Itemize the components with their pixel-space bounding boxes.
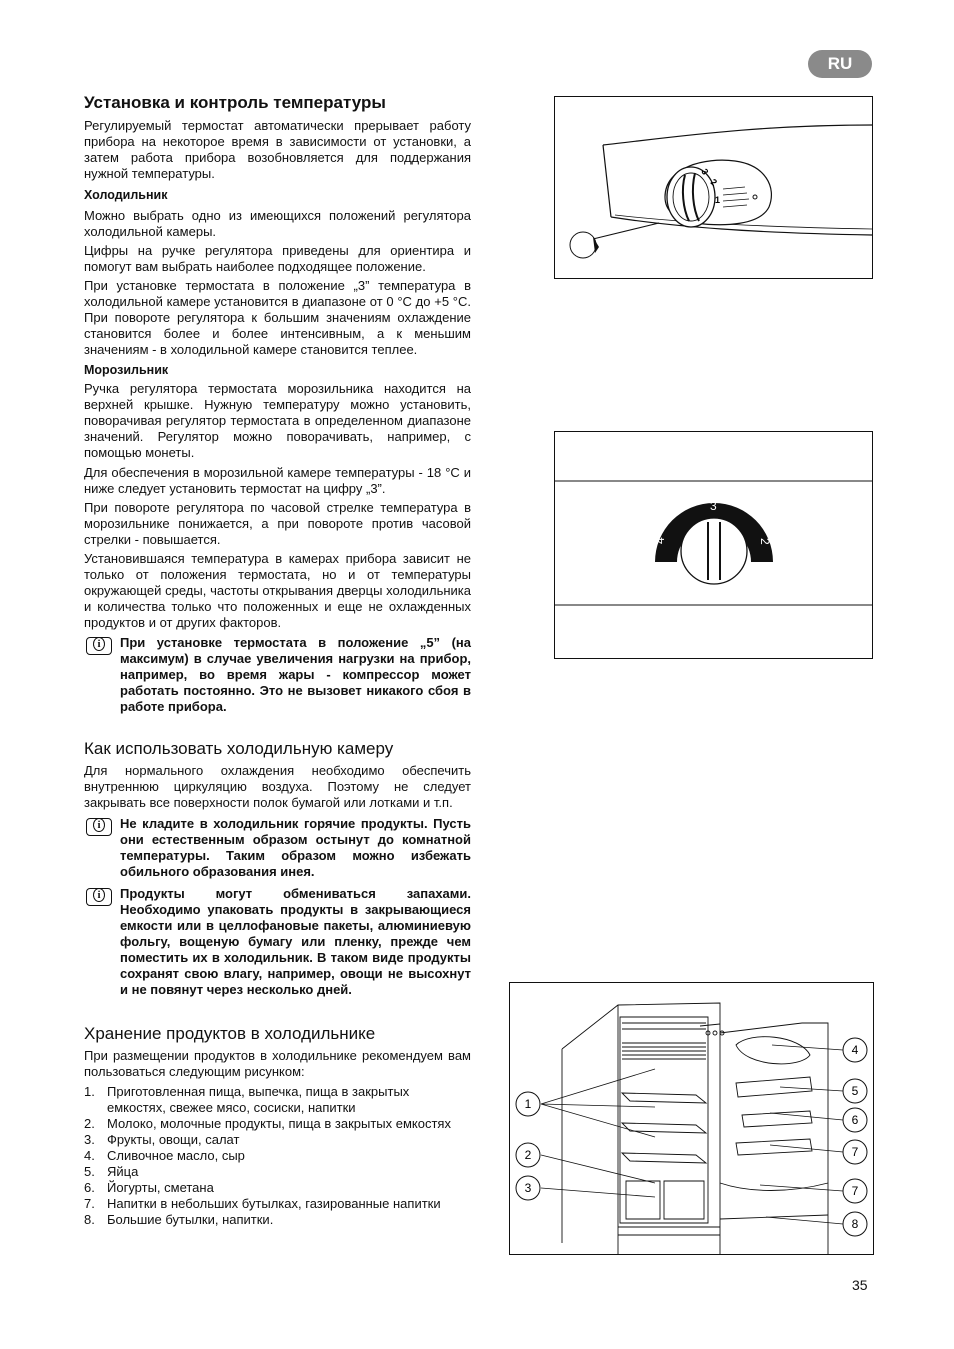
language-badge: RU bbox=[808, 50, 872, 78]
callout-label: 1 bbox=[524, 1097, 532, 1111]
fridge-thermostat-illustration bbox=[555, 97, 872, 278]
section-fridge-use bbox=[84, 739, 471, 998]
section-title: Установка и контроль температуры bbox=[84, 93, 386, 112]
info-note bbox=[84, 816, 471, 880]
refrigerator-illustration bbox=[510, 983, 873, 1254]
paragraph: Ручка регулятора термостата морозильника находится на верхней крышке. Нужную температуру можно установить, поворачивая регулятор термостата в определенном диапазоне значений. Регулятор можно поворачивать, например, с помощью монеты. bbox=[84, 381, 471, 460]
figure-freezer-thermostat bbox=[554, 431, 873, 659]
paragraph: При установке термостата в положение „3” температура в холодильной камере установится в диапазоне от 0 °C до +5 °C. При повороте регулятора к большим значениям охлаждение становится более и более интенсивным, а к меньшим значениям - в холодильной камере становится теплее. bbox=[84, 278, 471, 357]
page-number: 35 bbox=[852, 1277, 868, 1293]
callout-label: 8 bbox=[851, 1217, 859, 1231]
callout-label: 3 bbox=[524, 1181, 532, 1195]
paragraph: Для нормального охлаждения необходимо обеспечить внутреннюю циркуляцию воздуха. Поэтому не следует закрывать все поверхности полок бумагой или лотками и т.п. bbox=[84, 763, 471, 810]
info-icon: i bbox=[86, 888, 112, 906]
subheading-freezer: Морозильник bbox=[84, 363, 169, 377]
list-item: 8. Большие бутылки, напитки. bbox=[84, 1212, 274, 1227]
section-food-storage bbox=[84, 1024, 471, 1228]
info-icon: i bbox=[86, 818, 112, 836]
paragraph: Можно выбрать одно из имеющихся положений регулятора холодильной камеры. bbox=[84, 208, 471, 239]
subheading-fridge: Холодильник bbox=[84, 188, 168, 202]
figure-storage-layout bbox=[509, 982, 874, 1255]
paragraph: Цифры на ручке регулятора приведены для ориентира и помогут вам выбрать наиболее подходящее положение. bbox=[84, 243, 471, 274]
section-title: Хранение продуктов в холодильнике bbox=[84, 1024, 376, 1043]
freezer-thermostat-illustration bbox=[555, 432, 872, 658]
callout-label: 2 bbox=[524, 1148, 532, 1162]
section-temperature bbox=[84, 93, 471, 715]
note-text: Не кладите в холодильник горячие продукты. Пусть они естественным образом остынут до комнатной температуры. Таким образом можно избежать обильного образования инея. bbox=[120, 816, 471, 879]
dial-number: 1 bbox=[715, 195, 721, 205]
list-item: 7. Напитки в небольших бутылках, газированные напитки bbox=[84, 1196, 441, 1211]
note-text: При установке термостата в положение „5” (на максимум) в случае увеличения нагрузки на прибор, например, во время жары - компрессор может работать постоянно. Это не вызовет никакого сбоя в работе прибора. bbox=[120, 635, 471, 714]
dial-number: 2 bbox=[758, 538, 772, 545]
info-icon: i bbox=[86, 637, 112, 655]
figure-fridge-thermostat bbox=[554, 96, 873, 279]
callout-label: 6 bbox=[851, 1113, 859, 1127]
list-item: 2. Молоко, молочные продукты, пища в закрытых емкостях bbox=[84, 1116, 451, 1131]
paragraph: Установившаяся температура в камерах прибора зависит не только от положения термостата, но и от температуры окружающей среды, частоты открывания дверцы холодильника и количества только что положенных и еще не охлажденных продуктов и от других факторов. bbox=[84, 551, 471, 630]
section-title: Как использовать холодильную камеру bbox=[84, 739, 394, 758]
paragraph: При повороте регулятора по часовой стрелке температура в морозильнике понижается, а при повороте против часовой стрелки - повышается. bbox=[84, 500, 471, 547]
callout-label: 4 bbox=[851, 1043, 859, 1057]
storage-list bbox=[84, 1084, 471, 1228]
callout-label: 5 bbox=[851, 1084, 859, 1098]
list-item: 4. Сливочное масло, сыр bbox=[84, 1148, 245, 1163]
list-item: 6. Йогурты, сметана bbox=[84, 1180, 214, 1195]
list-item: 5. Яйца bbox=[84, 1164, 139, 1179]
list-item: 1. Приготовленная пища, выпечка, пища в закрытых емкостях, свежее мясо, сосиски, напитки bbox=[84, 1084, 410, 1115]
paragraph: Регулируемый термостат автоматически прерывает работу прибора на некоторое время в зависимости от установки, а затем работа прибора возобновляется для поддержания нужной температуры. bbox=[84, 118, 471, 181]
dial-number: 3 bbox=[699, 167, 711, 177]
paragraph: Для обеспечения в морозильной камере температуры - 18 °C и ниже следует установить термостат на цифру „3”. bbox=[84, 465, 471, 496]
paragraph: При размещении продуктов в холодильнике рекомендуем вам пользоваться следующим рисунком: bbox=[84, 1048, 471, 1079]
dial-number: 4 bbox=[653, 537, 667, 544]
note-text: Продукты могут обмениваться запахами. Необходимо упаковать продукты в закрывающиеся емкости или в целлофановые пакеты, алюминиевую фольгу, вощеную бумагу или пленку, прежде чем поместить их в холодильник. В таком виде продукты сохранят свою влагу, например, овощи не высохнут и не повянут через несколько дней. bbox=[120, 886, 471, 997]
callout-label: 7 bbox=[851, 1184, 859, 1198]
list-item: 3. Фрукты, овощи, салат bbox=[84, 1132, 240, 1147]
dial-number: 3 bbox=[710, 499, 717, 513]
info-note bbox=[84, 635, 471, 715]
callout-label: 7 bbox=[851, 1145, 859, 1159]
info-note bbox=[84, 886, 471, 998]
dial-number: 2 bbox=[708, 176, 719, 188]
